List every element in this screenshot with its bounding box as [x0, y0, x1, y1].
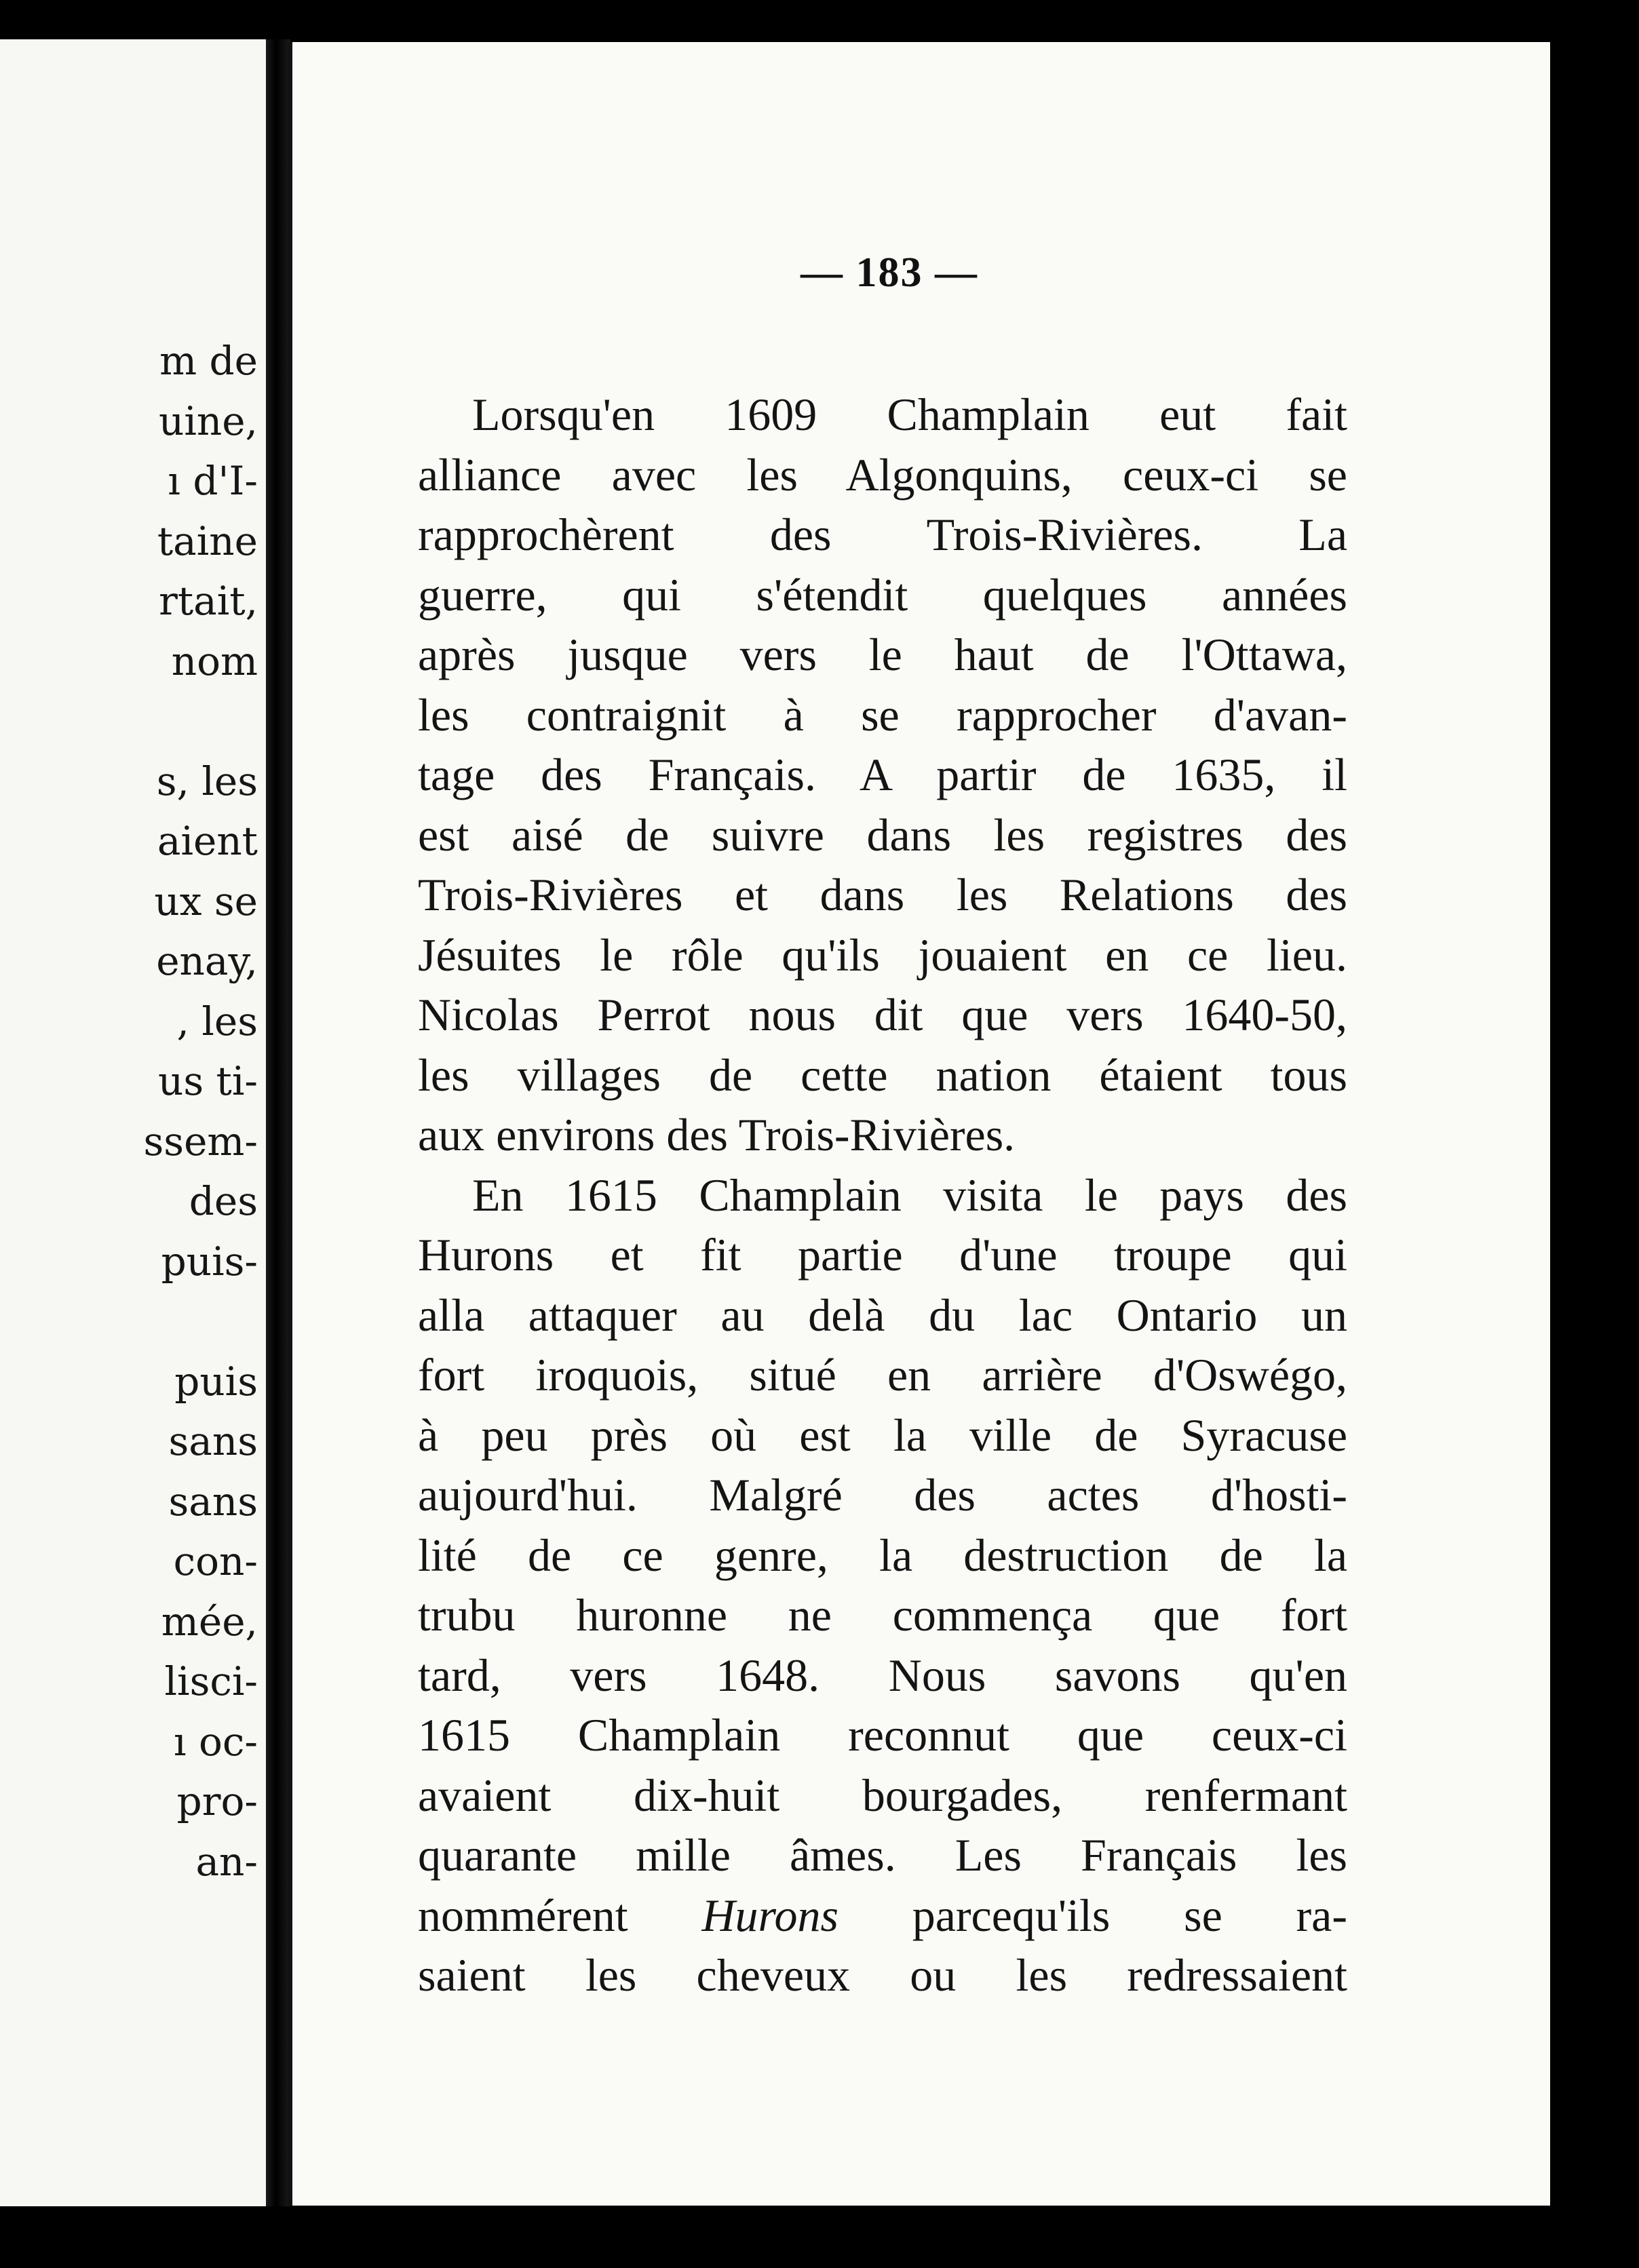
text-line: Jésuites le rôle qu'ils jouaient en ce lieu. [418, 928, 1347, 981]
previous-page-line: enay, [156, 938, 258, 984]
previous-page-line: pro- [176, 1778, 258, 1824]
previous-page-line: con- [173, 1538, 258, 1584]
text-line: alliance avec les Algonquins, ceux-ci se [418, 448, 1347, 501]
previous-page-line: s, les [156, 758, 258, 804]
text-line: Lorsqu'en 1609 Champlain eut fait [472, 389, 1347, 440]
previous-page-line: rtait, [159, 578, 258, 624]
previous-page-line: ux se [154, 878, 258, 924]
text-line: quarante mille âmes. Les Français les [418, 1829, 1347, 1881]
page-number: — 183 — [801, 250, 978, 296]
previous-page-line: taine [157, 517, 258, 564]
text-line: les villages de cette nation étaient tous [418, 1049, 1347, 1101]
text-segment: parcequ'ils se ra- [912, 1889, 1347, 1941]
previous-page-line: nom [171, 638, 258, 684]
previous-page-line: m de [159, 338, 258, 384]
text-line: les contraignit à se rapprocher d'avan- [418, 688, 1347, 741]
previous-page-fragment [0, 39, 266, 2206]
text-line: saient les cheveux ou les redressaient [418, 1949, 1347, 2001]
text-line: Trois-Rivières et dans les Relations des [418, 869, 1347, 920]
text-line: alla attaquer au delà du lac Ontario un [418, 1289, 1347, 1341]
text-line: après jusque vers le haut de l'Ottawa, [418, 629, 1347, 680]
text-line: lité de ce genre, la destruction de la [418, 1529, 1347, 1581]
previous-page-line [144, 1291, 258, 1352]
previous-page-line: us ti- [157, 1058, 258, 1104]
page-body-text [418, 385, 1347, 2006]
text-line-with-italic [418, 1885, 1347, 1946]
text-line: guerre, qui s'étendit quelques années [418, 568, 1347, 621]
italic-term: Hurons [701, 1889, 838, 1941]
text-line: fort iroquois, situé en arrière d'Oswégo, [418, 1349, 1347, 1401]
text-line: à peu près où est la ville de Syracuse [418, 1409, 1347, 1461]
previous-page-line: mée, [161, 1598, 258, 1645]
previous-page-line: ı d'I- [168, 458, 258, 504]
previous-page-line: an- [195, 1838, 258, 1885]
text-line: avaient dix-huit bourgades, renfermant [418, 1769, 1347, 1821]
text-line: aux environs des Trois-Rivières. [418, 1109, 1016, 1160]
text-line: 1615 Champlain reconnut que ceux-ci [418, 1709, 1347, 1761]
previous-page-line: sans [168, 1478, 258, 1525]
text-line: trubu huronne ne commença que fort [418, 1589, 1347, 1641]
previous-page-line: , les [176, 998, 258, 1044]
text-segment: nommérent [418, 1889, 628, 1941]
text-line: tage des Français. A partir de 1635, il [418, 749, 1347, 800]
previous-page-line: ssem- [143, 1118, 258, 1165]
text-line: rapprochèrent des Trois-Rivières. La [418, 509, 1347, 560]
previous-page-line: sans [168, 1418, 258, 1464]
previous-page-line [144, 691, 258, 751]
text-line: Hurons et fit partie d'une troupe qui [418, 1229, 1347, 1280]
scan-margin [1550, 0, 1639, 2268]
previous-page-line: aient [157, 818, 258, 864]
previous-page-line: puis- [161, 1238, 258, 1285]
current-page [288, 42, 1550, 2206]
text-line: Nicolas Perrot nous dit que vers 1640-50, [418, 989, 1347, 1040]
previous-page-line: ı oc- [174, 1718, 258, 1765]
previous-page-line: puis [174, 1358, 258, 1405]
book-gutter [266, 39, 290, 2206]
previous-page-text [144, 331, 258, 1892]
text-line: En 1615 Champlain visita le pays des [472, 1169, 1347, 1221]
previous-page-line: uine, [158, 397, 258, 444]
previous-page-line: lisci- [164, 1658, 258, 1704]
text-line: est aisé de suivre dans les registres des [418, 808, 1347, 861]
previous-page-line: des [189, 1178, 258, 1224]
text-line: tard, vers 1648. Nous savons qu'en [418, 1649, 1347, 1701]
text-line: aujourd'hui. Malgré des actes d'hosti- [418, 1469, 1347, 1521]
